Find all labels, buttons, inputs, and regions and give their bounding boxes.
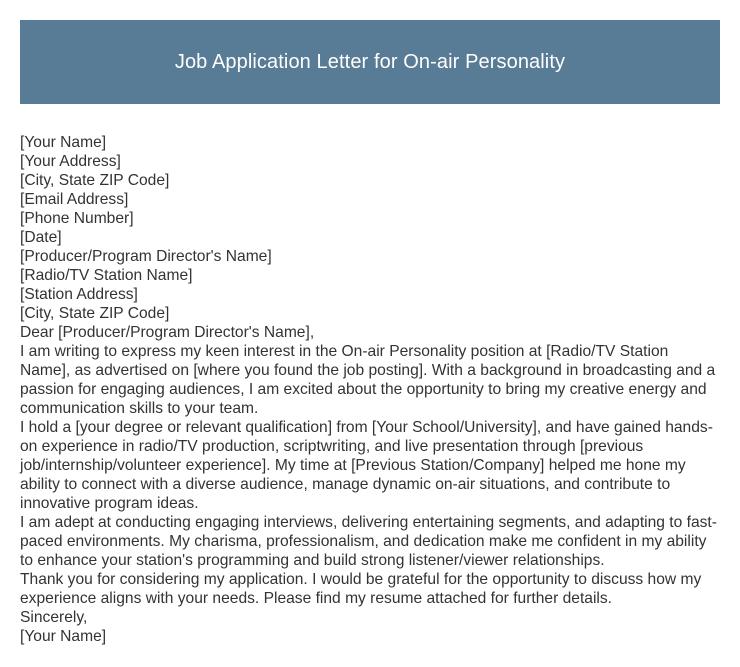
sender-city: [City, State ZIP Code]: [20, 172, 170, 189]
page-title: Job Application Letter for On-air Personality: [174, 50, 566, 73]
sender-name: [Your Name]: [20, 134, 107, 151]
station-city: [City, State ZIP Code]: [20, 305, 170, 322]
station-name: [Radio/TV Station Name]: [20, 267, 193, 284]
letter-body: [20, 133, 722, 646]
title-banner: [20, 20, 720, 104]
body-paragraph-1: I am writing to express my keen interest in the On-air Personality position at [Radio/TV Station Name], as advertised on [where you found the job posting]. With a background in broadcasting and a passion for engaging audiences, I am excited about the opportunity to bring my creative energy and communication skills to your team.: [20, 343, 716, 417]
body-paragraph-3: I am adept at conducting engaging interviews, delivering entertaining segments, and adapting to fast-paced environments. My charisma, professionalism, and dedication make me confident in my ability to enhance your station's programming and build strong listener/viewer relationships.: [20, 514, 717, 569]
sender-phone: [Phone Number]: [20, 210, 134, 227]
station-address: [Station Address]: [20, 286, 138, 303]
body-paragraph-2: I hold a [your degree or relevant qualification] from [Your School/University], and have gained hands-on experience in radio/TV production, scriptwriting, and live presentation through [previous job/internship/volunteer experience]. My time at [Previous Station/Company] helped me hone my ability to connect with a diverse audience, manage dynamic on-air situations, and contribute to innovative program ideas.: [20, 419, 713, 512]
sender-email: [Email Address]: [20, 191, 129, 208]
closing: Sincerely,: [20, 609, 88, 626]
sender-address: [Your Address]: [20, 153, 121, 170]
letter-date: [Date]: [20, 229, 62, 246]
signature-name: [Your Name]: [20, 628, 107, 645]
body-paragraph-4: Thank you for considering my application. I would be grateful for the opportunity to discuss how my experience aligns with your needs. Please find my resume attached for further details.: [20, 571, 702, 607]
salutation: Dear [Producer/Program Director's Name],: [20, 324, 315, 341]
recipient-name: [Producer/Program Director's Name]: [20, 248, 272, 265]
